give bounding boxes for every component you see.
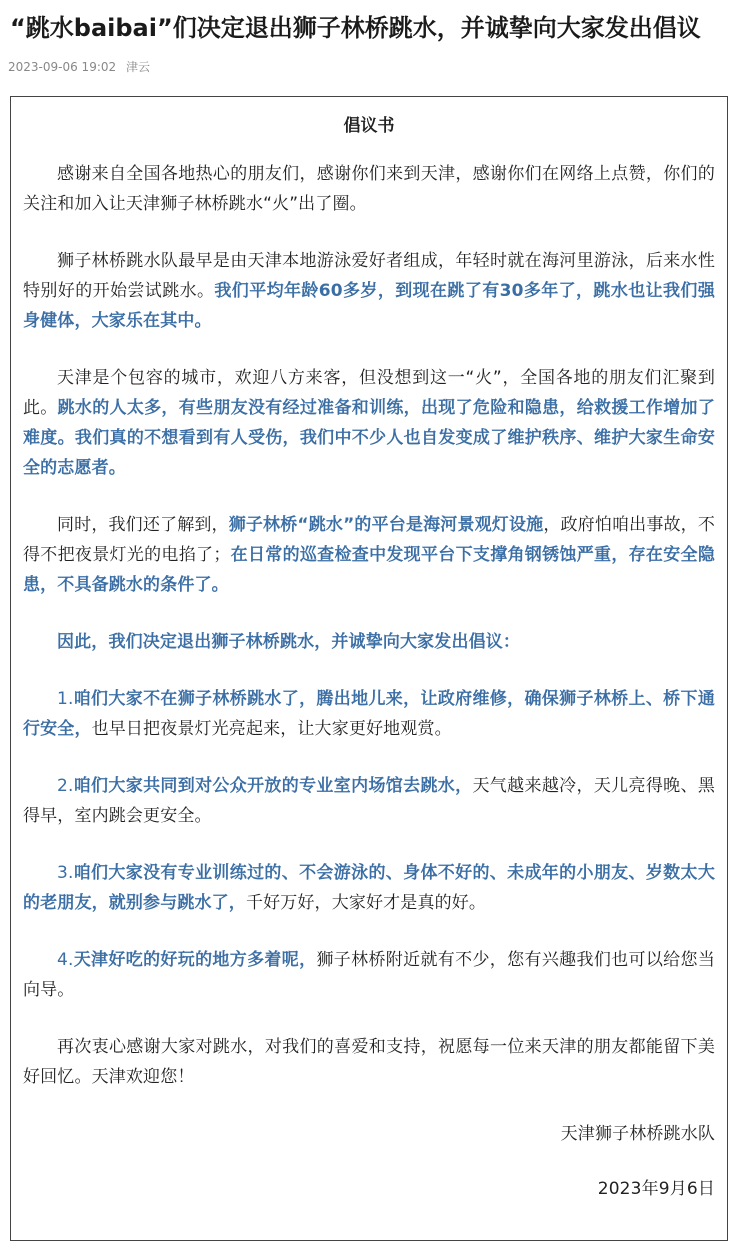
- publish-date: 2023-09-06 19:02: [8, 60, 117, 74]
- history-text: 狮子林桥跳水队最早是由天津本地游泳爱好者组成，年轻时就在海河里游泳，后来水性特别好的开始尝试跳水。: [23, 251, 715, 301]
- platform-highlight-1: 狮子林桥“跳水”的平台是海河景观灯设施: [228, 515, 544, 535]
- item-highlight: 咱们大家共同到对公众开放的专业室内场馆去跳水，: [73, 776, 473, 796]
- paragraph-decision: 因此，我们决定退出狮子林桥跳水，并诚挚向大家发出倡议：: [57, 632, 521, 652]
- item-number: 1.: [57, 689, 74, 709]
- crowd-text: 天津是个包容的城市，欢迎八方来客，但没想到这一“火”，全国各地的朋友们汇聚到此。: [23, 368, 715, 418]
- proposal-item-2: [23, 771, 715, 831]
- crowd-highlight: 跳水的人太多，有些朋友没有经过准备和训练，出现了危险和隐患，给救援工作增加了难度。我们真的不想看到有人受伤，我们中不少人也自发变成了维护秩序、维护大家生命安全的志愿者。: [23, 398, 715, 478]
- proposal-item-3: [23, 858, 715, 918]
- paragraph-thanks: 感谢来自全国各地热心的朋友们，感谢你们来到天津，感谢你们在网络上点赞，你们的关注和加入让天津狮子林桥跳水“火”出了圈。: [23, 164, 715, 214]
- item-text: 也早日把夜景灯光亮起来，让大家更好地观赏。: [91, 719, 452, 739]
- letter-date: 2023年9月6日: [597, 1179, 715, 1199]
- letter-title: 倡议书: [343, 116, 395, 136]
- source-link[interactable]: 津云: [125, 60, 150, 74]
- item-highlight: 天津好吃的好玩的地方多着呢，: [73, 950, 317, 970]
- platform-text-2: ，政府怕咱出事故，不得不把夜景灯光的电掐了；: [23, 515, 716, 565]
- history-highlight: 我们平均年龄60多岁，到现在跳了有30多年了，跳水也让我们强身健体，大家乐在其中。: [23, 281, 715, 331]
- letter-body: [23, 159, 715, 1204]
- item-number: 2.: [57, 776, 74, 796]
- item-text: 狮子林桥附近就有不少，您有兴趣我们也可以给您当向导。: [23, 950, 715, 1000]
- platform-text-1: 同时，我们还了解到，: [57, 515, 229, 535]
- proposal-letter: [10, 96, 728, 1241]
- item-highlight: 咱们大家没有专业训练过的、不会游泳的、身体不好的、未成年的小朋友、岁数太大的老朋友，就别参与跳水了，: [23, 863, 715, 913]
- proposal-item-4: [23, 945, 715, 1005]
- item-number: 3.: [57, 863, 74, 883]
- article-meta: [8, 58, 150, 76]
- item-number: 4.: [57, 950, 74, 970]
- paragraph-closing: 再次衷心感谢大家对跳水，对我们的喜爱和支持，祝愿每一位来天津的朋友都能留下美好回忆。天津欢迎您！: [23, 1037, 715, 1087]
- item-highlight: 咱们大家不在狮子林桥跳水了，腾出地儿来，让政府维修，确保狮子林桥上、桥下通行安全，: [23, 689, 715, 739]
- paragraph-history: [23, 246, 715, 336]
- article-title: “跳水baibai”们决定退出狮子林桥跳水，并诚挚向大家发出倡议: [10, 14, 701, 42]
- signature: 天津狮子林桥跳水队: [560, 1124, 715, 1144]
- item-text: 天气越来越冷，天儿亮得晚、黑得早，室内跳会更安全。: [23, 776, 715, 826]
- paragraph-platform: [23, 510, 715, 600]
- paragraph-crowd: [23, 363, 715, 483]
- item-text: 千好万好，大家好才是真的好。: [245, 893, 487, 913]
- proposal-item-1: [23, 684, 715, 744]
- platform-highlight-2: 在日常的巡查检查中发现平台下支撑角钢锈蚀严重，存在安全隐患，不具备跳水的条件了。: [23, 545, 715, 595]
